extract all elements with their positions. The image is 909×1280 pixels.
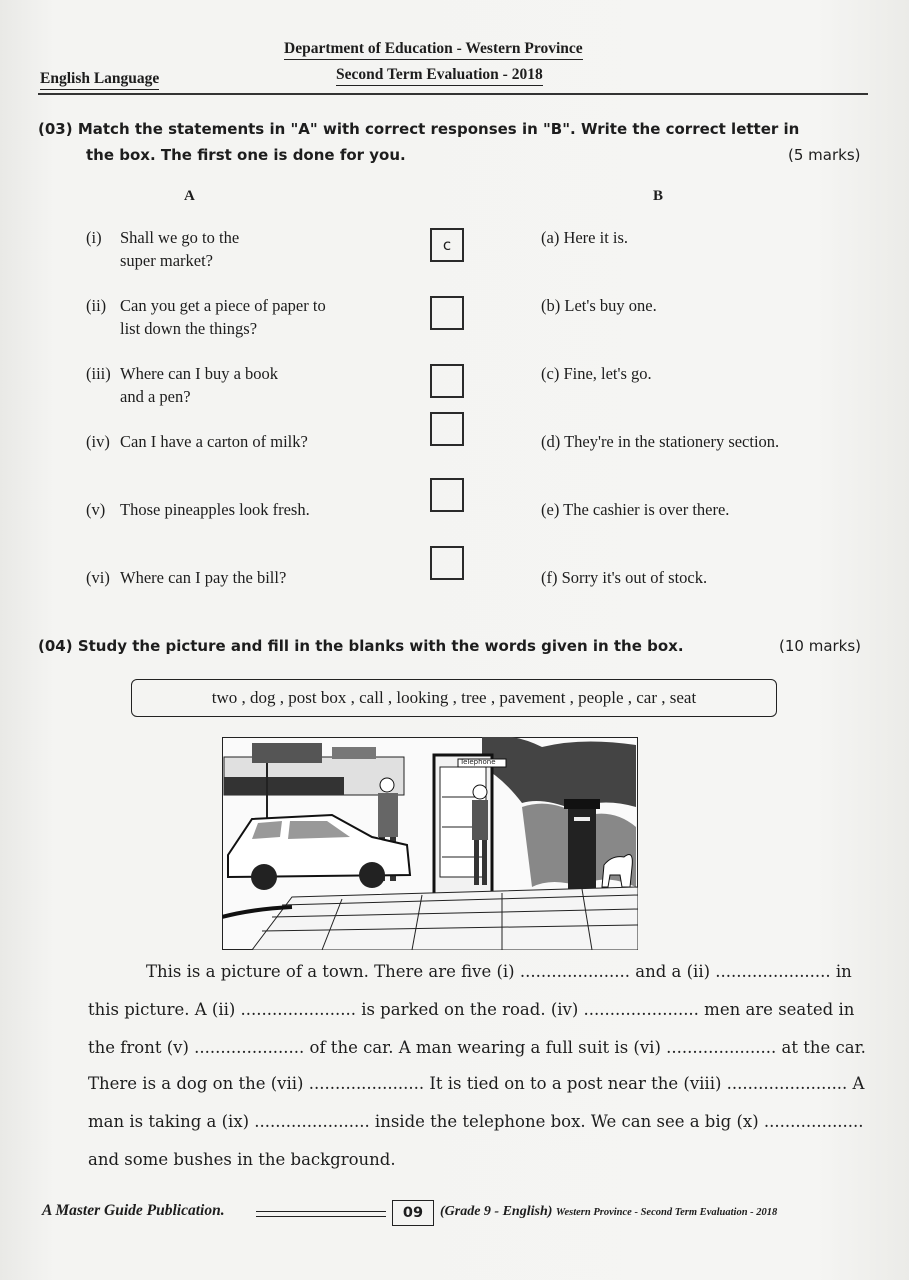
q04-text: Study the picture and fill in the blanks with the words given in the box.: [77, 637, 684, 655]
q03-text-line1: Match the statements in "A" with correct responses in "B". Write the correct letter in: [77, 120, 800, 138]
response-a: (a) Here it is.: [541, 228, 629, 247]
q03-instruction-line1: [38, 120, 799, 138]
footer-rule: [256, 1211, 386, 1217]
town-picture: [222, 737, 638, 950]
para-line-1: This is a picture of a town. There are five (i) ..................... and a (ii) ...................... in: [146, 962, 852, 981]
response-c: (c) Fine, let's go.: [541, 364, 652, 383]
evaluation-title: Second Term Evaluation - 2018: [336, 66, 543, 86]
answer-box-5[interactable]: [430, 478, 464, 512]
page-number: 09: [392, 1200, 434, 1226]
answer-box-3[interactable]: [430, 364, 464, 398]
response-b: (b) Let's buy one.: [541, 296, 657, 315]
q03-instruction-line2: the box. The first one is done for you.: [86, 146, 406, 164]
answer-box-2[interactable]: [430, 296, 464, 330]
para-line-6: and some bushes in the background.: [88, 1150, 396, 1169]
response-d: (d) They're in the stationery section.: [541, 432, 780, 451]
q04-marks: (10 marks): [779, 637, 862, 655]
para-line-5: man is taking a (ix) ...................... inside the telephone box. We can see a big (x) ...................: [88, 1112, 864, 1131]
subject-title: English Language: [40, 70, 159, 90]
footer-grade: (Grade 9 - English) Western Province - Second Term Evaluation - 2018: [440, 1204, 778, 1219]
publisher-name: A Master Guide Publication.: [42, 1202, 225, 1219]
answer-box-6[interactable]: [430, 546, 464, 580]
exam-page: Department of Education - Western Province Second Term Evaluation - 2018 English Language (03) Match the statements in "A" with correct responses in "B". Write the correct letter in the box. The first one is done for you. (5 marks) A B (i) Shall we go to the super market? (ii) Can you get a piece of paper to list down the things? (iii) Where can I buy a book and a pen? (iv) Can I have a carton of milk? (v) Those pineapples look fresh. (vi) Where can I pay the bill? c (a) Here it is. (b) Let's buy one. (c) Fine, let's go. (d) They're in the stationery section. (e) The cashier is over there. (f) Sorry it's out of stock. (04) Study the picture and fill in the blanks with the words given in the box. (10 marks) two , dog , post box , call , looking , tree , pavement , people , car , seat Telephone This is a picture of a town. There are five (i) ..................... and a (ii) ...................... in this picture. A (ii) ...................... is parked on the road. (iv) ...................... men are seated in the front (v) ..................... of the car. A man wearing a full suit is (vi) ..................... at the car. There is a dog on the (vii) ...................... It is tied on to a post near the (viii) ....................... A man is taking a (ix) ...................... inside the telephone box. We can see a big (x) ................... and some bushes in the background. A Master Guide Publication. 09 (Grade 9 - English) Western Province - Second Term Evaluation - 2018: [0, 0, 909, 1280]
para-line-4: There is a dog on the (vii) ...................... It is tied on to a post near the (viii) ....................... A: [88, 1074, 865, 1093]
para-line-2: this picture. A (ii) ...................... is parked on the road. (iv) ...................... men are seated in: [88, 1000, 855, 1019]
column-b-heading: B: [653, 188, 664, 204]
answer-box-4[interactable]: [430, 412, 464, 446]
answer-box-1[interactable]: c: [430, 228, 464, 262]
q03-marks: (5 marks): [788, 146, 861, 164]
q04-instruction: [38, 637, 684, 655]
q04-number: (04): [38, 637, 73, 655]
telephone-sign: Telephone: [460, 758, 496, 766]
department-title: Department of Education - Western Province: [284, 40, 583, 60]
para-line-3: the front (v) ..................... of the car. A man wearing a full suit is (vi) ..................... at the car.: [88, 1038, 866, 1057]
q03-number: (03): [38, 120, 73, 138]
response-f: (f) Sorry it's out of stock.: [541, 568, 708, 587]
response-e: (e) The cashier is over there.: [541, 500, 730, 519]
header-rule: [38, 93, 868, 95]
word-box: two , dog , post box , call , looking , tree , pavement , people , car , seat: [131, 679, 777, 717]
column-a-heading: A: [184, 188, 195, 204]
